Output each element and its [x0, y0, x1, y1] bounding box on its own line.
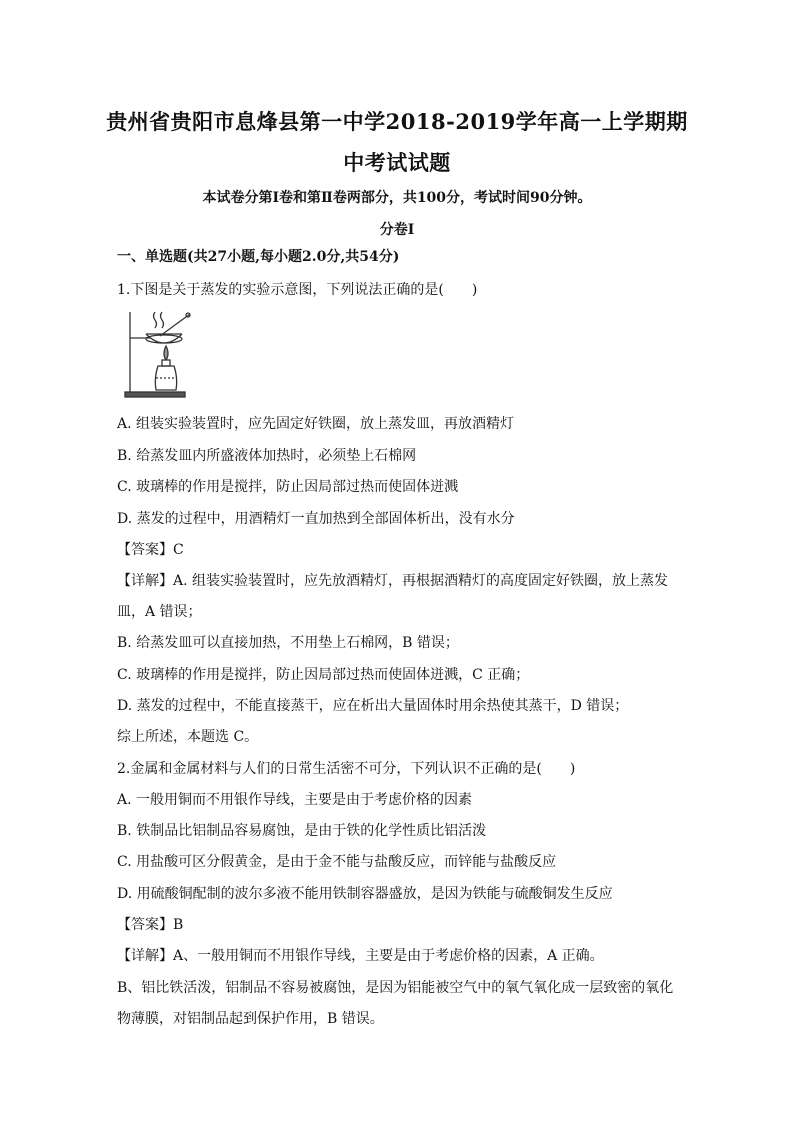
q2-option-a: A. 一般用铜而不用银作导线，主要是由于考虑价格的因素	[117, 792, 473, 808]
exam-info: 本试卷分第Ⅰ卷和第Ⅱ卷两部分，共100分，考试时间90分钟。	[202, 190, 592, 206]
q1-stem: 1.下图是关于蒸发的实验示意图，下列说法正确的是( )	[117, 282, 478, 298]
q1-option-d: D. 蒸发的过程中，用酒精灯一直加热到全部固体析出，没有水分	[117, 511, 515, 527]
evaporation-apparatus-icon	[122, 308, 198, 400]
q1-analysis-line: 皿，A 错误；	[117, 604, 202, 620]
exam-title-line2: 中考试试题	[343, 150, 451, 175]
q1-analysis-line: C. 玻璃棒的作用是搅拌，防止因局部过热而使固体迸溅，C 正确；	[117, 667, 530, 683]
q2-analysis-line: 物薄膜，对铝制品起到保护作用，B 错误。	[117, 1011, 384, 1027]
q1-analysis-line: 综上所述，本题选 C。	[117, 729, 259, 745]
q2-stem: 2.金属和金属材料与人们的日常生活密不可分，下列认识不正确的是( )	[117, 761, 576, 777]
q1-option-c: C. 玻璃棒的作用是搅拌，防止因局部过热而使固体迸溅	[117, 479, 459, 495]
q2-option-b: B. 铁制品比铝制品容易腐蚀，是由于铁的化学性质比铝活泼	[117, 823, 487, 839]
q2-analysis-line: 【详解】A、一般用铜而不用银作导线，主要是由于考虑价格的因素，A 正确。	[117, 948, 604, 964]
q1-analysis-line: D. 蒸发的过程中，不能直接蒸干，应在析出大量固体时用余热使其蒸干，D 错误；	[117, 698, 629, 714]
section-label: 分卷Ⅰ	[379, 222, 415, 238]
q1-option-a: A. 组装实验装置时，应先固定好铁圈，放上蒸发皿，再放酒精灯	[117, 416, 515, 432]
q1-analysis-line: 【详解】A. 组装实验装置时，应先放酒精灯，再根据酒精灯的高度固定好铁圈，放上蒸发	[117, 573, 669, 589]
exam-title-line1: 贵州省贵阳市息烽县第一中学2018-2019学年高一上学期期	[106, 109, 688, 134]
part-heading: 一、单选题(共27小题,每小题2.0分,共54分)	[117, 249, 400, 265]
q1-analysis-line: B. 给蒸发皿可以直接加热，不用垫上石棉网，B 错误；	[117, 635, 459, 651]
q2-analysis-line: B、铝比铁活泼，铝制品不容易被腐蚀，是因为铝能被空气中的氧气氧化成一层致密的氧化	[117, 980, 674, 996]
q2-answer: 【答案】B	[117, 917, 184, 933]
q1-option-b: B. 给蒸发皿内所盛液体加热时，必须垫上石棉网	[117, 448, 417, 464]
q2-option-c: C. 用盐酸可区分假黄金，是由于金不能与盐酸反应，而锌能与盐酸反应	[117, 854, 557, 870]
q1-answer: 【答案】C	[117, 542, 184, 558]
q2-option-d: D. 用硫酸铜配制的波尔多液不能用铁制容器盛放，是因为铁能与硫酸铜发生反应	[117, 886, 613, 902]
